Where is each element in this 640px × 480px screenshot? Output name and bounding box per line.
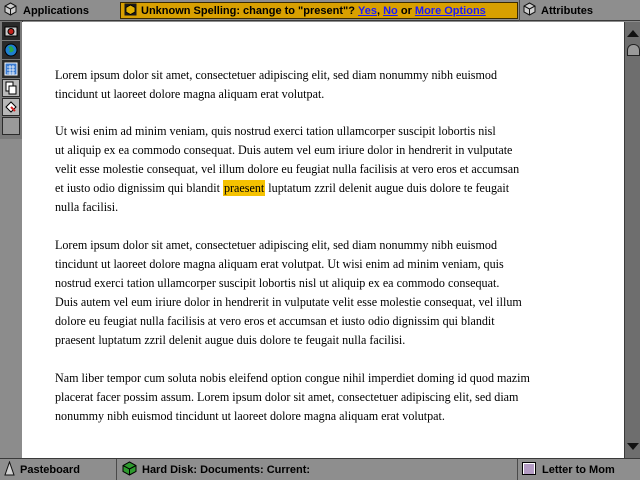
path-bar[interactable] (118, 459, 518, 480)
no-link[interactable]: No (383, 4, 398, 17)
document-button[interactable] (518, 459, 640, 480)
spelling-message: Unknown Spelling: change to "present"? (141, 4, 355, 17)
vertical-scrollbar[interactable] (624, 22, 640, 458)
text-line: placerat facer possim assum. Lorem ipsum dolor sit amet, consectetuer adipiscing elit, sed diam (55, 390, 519, 404)
document-tool-icon[interactable] (2, 79, 20, 97)
text-line: nulla facilisi. (55, 200, 119, 214)
paint-tool-icon[interactable] (2, 98, 20, 116)
applications-label: Applications (23, 4, 90, 17)
text-line: Lorem ipsum dolor sit amet, consectetuer adipiscing elit, sed diam nonummy nibh euismod (55, 238, 498, 252)
cube-icon (4, 2, 17, 19)
scroll-thumb[interactable] (627, 44, 640, 56)
blank-tool-icon[interactable] (2, 117, 20, 135)
more-options-link[interactable]: More Options (414, 4, 486, 17)
pasteboard-button[interactable] (0, 459, 117, 480)
paragraph-3 (55, 236, 522, 350)
text-line: nostrud exerci tation ullamcorper suscipit lobortis nisl ut aliquip ex ea commodo consequat. (55, 276, 500, 290)
tool-strip (0, 21, 23, 139)
text-line: praesent luptatum zzril delenit augue duis dolore te feugait nulla facilisi. (55, 333, 406, 347)
text-line: Nam liber tempor cum soluta nobis eleifend option congue nihil imperdiet doming id quod mazim (55, 371, 530, 385)
path-label: Hard Disk: Documents: Current: (142, 463, 311, 476)
calendar-tool-icon[interactable] (2, 60, 20, 78)
paragraph-4 (55, 369, 530, 426)
or-text: or (400, 4, 412, 17)
globe-tool-icon[interactable] (2, 41, 20, 59)
text-line: velit esse molestie consequat, vel illum dolore eu feugiat nulla facilisis at vero eros et accumsan (55, 162, 520, 176)
text-line: Lorem ipsum dolor sit amet, consectetuer adipiscing elit, sed diam nonummy nibh euismod (55, 68, 498, 82)
text-line: ut aliquip ex ea commodo consequat. Duis autem vel eum iriure dolor in hendrerit in vulputate (55, 143, 513, 157)
pasteboard-icon (4, 461, 15, 479)
applications-menu[interactable] (0, 0, 118, 21)
text-line: Ut wisi enim ad minim veniam, quis nostrud exerci tation ullamcorper suscipit lobortis nisl (55, 124, 496, 138)
scroll-up-arrow-icon[interactable] (627, 30, 639, 37)
paragraph-2 (55, 122, 519, 217)
document-icon (522, 462, 536, 478)
attributes-menu[interactable] (519, 0, 640, 21)
comma-separator: , (376, 4, 381, 17)
camera-tool-icon[interactable] (2, 22, 20, 40)
scroll-down-arrow-icon[interactable] (627, 443, 639, 450)
document-name: Letter to Mom (542, 463, 615, 476)
misspelled-word-highlight[interactable]: praesent (223, 181, 265, 195)
text-line: nonummy nibh euismod tincidunt ut laoreet dolore magna aliquam erat volutpat. (55, 409, 445, 423)
bottom-bar (0, 458, 640, 480)
cube-icon (523, 2, 536, 19)
spelling-icon (124, 3, 137, 19)
text-line-with-misspelling: et iusto odio dignissim qui blandit praesent luptatum zzril delenit augue duis dolore te feugait (55, 181, 510, 195)
attributes-label: Attributes (541, 4, 593, 17)
document-area[interactable] (22, 22, 624, 458)
paragraph-1 (55, 66, 497, 104)
text-line: tincidunt ut laoreet dolore magna aliquam erat volutpat. (55, 87, 325, 101)
top-bar (0, 0, 640, 21)
yes-link[interactable]: Yes (358, 4, 377, 17)
pasteboard-label: Pasteboard (20, 463, 80, 476)
text-line: Duis autem vel eum iriure dolor in hendrerit in vulputate velit esse molestie consequat, vel illum (55, 295, 522, 309)
text-line: dolore eu feugiat nulla facilisis at vero eros et accumsan et iusto odio dignissim qui blandit (55, 314, 495, 328)
disk-icon (122, 461, 137, 479)
spelling-bar (120, 2, 518, 19)
text-line: tincidunt ut laoreet dolore magna aliquam erat volutpat. Ut wisi enim ad minim veniam, quis (55, 257, 504, 271)
